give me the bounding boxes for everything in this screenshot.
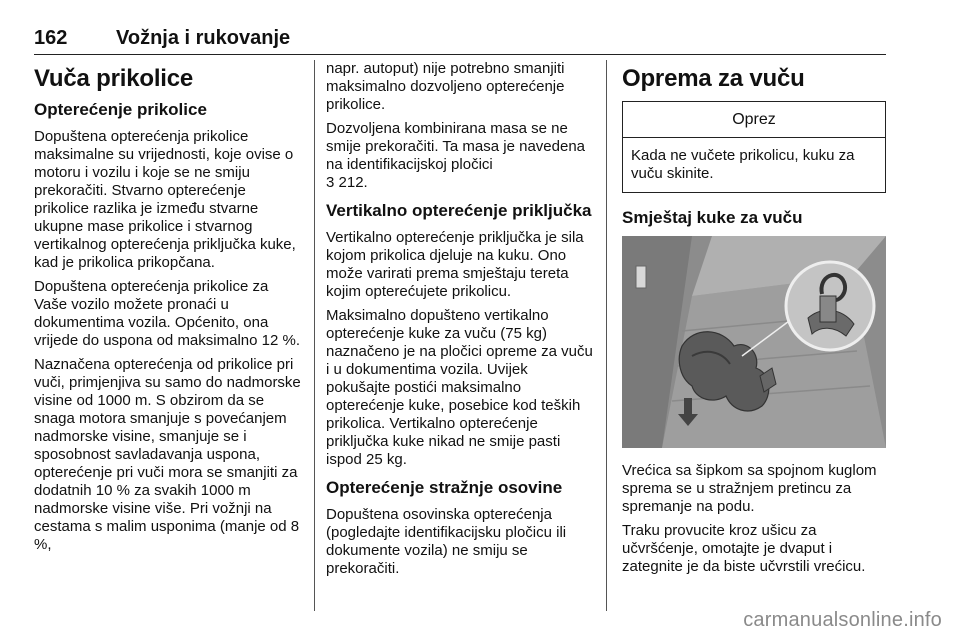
paragraph: Naznačena opterećenja od prikolice pri vuči, primjenjiva su samo do nadmorske visine od 1000 m. S obzirom da se snaga motora smanjuje s povećanjem nadmorske visine, smanjuje se i sposobnost savladavanja uspona, opterećenje pri vuči mora se smanjiti za dodatnih 10 % za svakih 1000 m nadmorske visine više. Pri vožnji na cestama s malim usponima (manje od 8 %,	[34, 356, 301, 553]
paragraph: Dopuštena osovinska opterećenja (pogledajte identifikacijsku pločicu ili dokumente vozila) ne smiju se prekoračiti.	[326, 506, 567, 577]
illustration-svg	[622, 236, 886, 448]
eyelet-bracket	[820, 296, 836, 322]
column-middle	[326, 60, 594, 584]
page-header	[34, 25, 886, 55]
watermark: carmanualsonline.info	[743, 609, 942, 631]
subsection-heading: Smještaj kuke za vuču	[622, 208, 803, 227]
subsection-heading: Opterećenje prikolice	[34, 100, 207, 119]
paragraph: Dopuštena opterećenja prikolice maksimalne su vrijednosti, koje ovise o motoru i vozilu i koje se ne smiju prekoračiti. Stvarno opterećenje prikolice razlika je između stvarne ukupne mase prikolice i stvarnog vertikalnog opterećenja priključka kuke, kad je prikolica prikopčana.	[34, 128, 296, 271]
caution-text: Kada ne vučete prikolicu, kuku za vuču skinite.	[631, 147, 855, 182]
trunk-latch	[636, 266, 646, 288]
section-heading: Vuča prikolice	[34, 65, 194, 92]
caution-title: Oprez	[623, 102, 885, 138]
subsection-heading: Vertikalno opterećenje priključka	[326, 201, 592, 220]
paragraph: Vertikalno opterećenje priključka je sila kojom prikolica djeluje na kuku. Ono može varirati prema smještaju tereta kojim opterećujete prikolicu.	[326, 229, 584, 300]
column-left	[34, 60, 302, 560]
paragraph: Traku provucite kroz ušicu za učvršćenje, omotajte je dvaput i zategnite je da biste učvrstili vrećicu.	[622, 522, 866, 575]
paragraph: napr. autoput) nije potrebno smanjiti maksimalno dozvoljeno opterećenje prikolice.	[326, 60, 565, 113]
section-heading: Oprema za vuču	[622, 65, 805, 92]
paragraph-text: Dozvoljena kombinirana masa se ne smije prekoračiti. Ta masa je navedena na identifikacijskoj pločici	[326, 120, 586, 173]
paragraph	[326, 120, 594, 192]
running-title: Vožnja i rukovanje	[116, 27, 291, 49]
paragraph: Vrećica sa šipkom sa spojnom kuglom sprema se u stražnjem pretincu za spremanje na podu.	[622, 462, 877, 515]
page-number: 162	[34, 27, 68, 49]
page-reference: 3 212.	[326, 174, 368, 191]
paragraph: Dopuštena opterećenja prikolice za Vaše vozilo možete pronaći u dokumentima vozila. Općenito, ona vrijede do uspona od maksimalno 12 %.	[34, 278, 300, 349]
column-divider	[606, 60, 607, 611]
column-divider	[314, 60, 315, 611]
caution-box	[622, 101, 886, 193]
subsection-heading: Opterećenje stražnje osovine	[326, 478, 563, 497]
column-right	[622, 60, 886, 582]
paragraph: Maksimalno dopušteno vertikalno opterećenje kuke za vuču (75 kg) naznačeno je na pločici opreme za vuču i u dokumentima vozila. Uvijek pokušajte postići maksimalno opterećenje kuke, posebice kod teških prikolica. Vertikalno opterećenje priključka kuke nikad ne smije pasti ispod 25 kg.	[326, 307, 593, 468]
tow-hook-storage-illustration	[622, 236, 886, 448]
